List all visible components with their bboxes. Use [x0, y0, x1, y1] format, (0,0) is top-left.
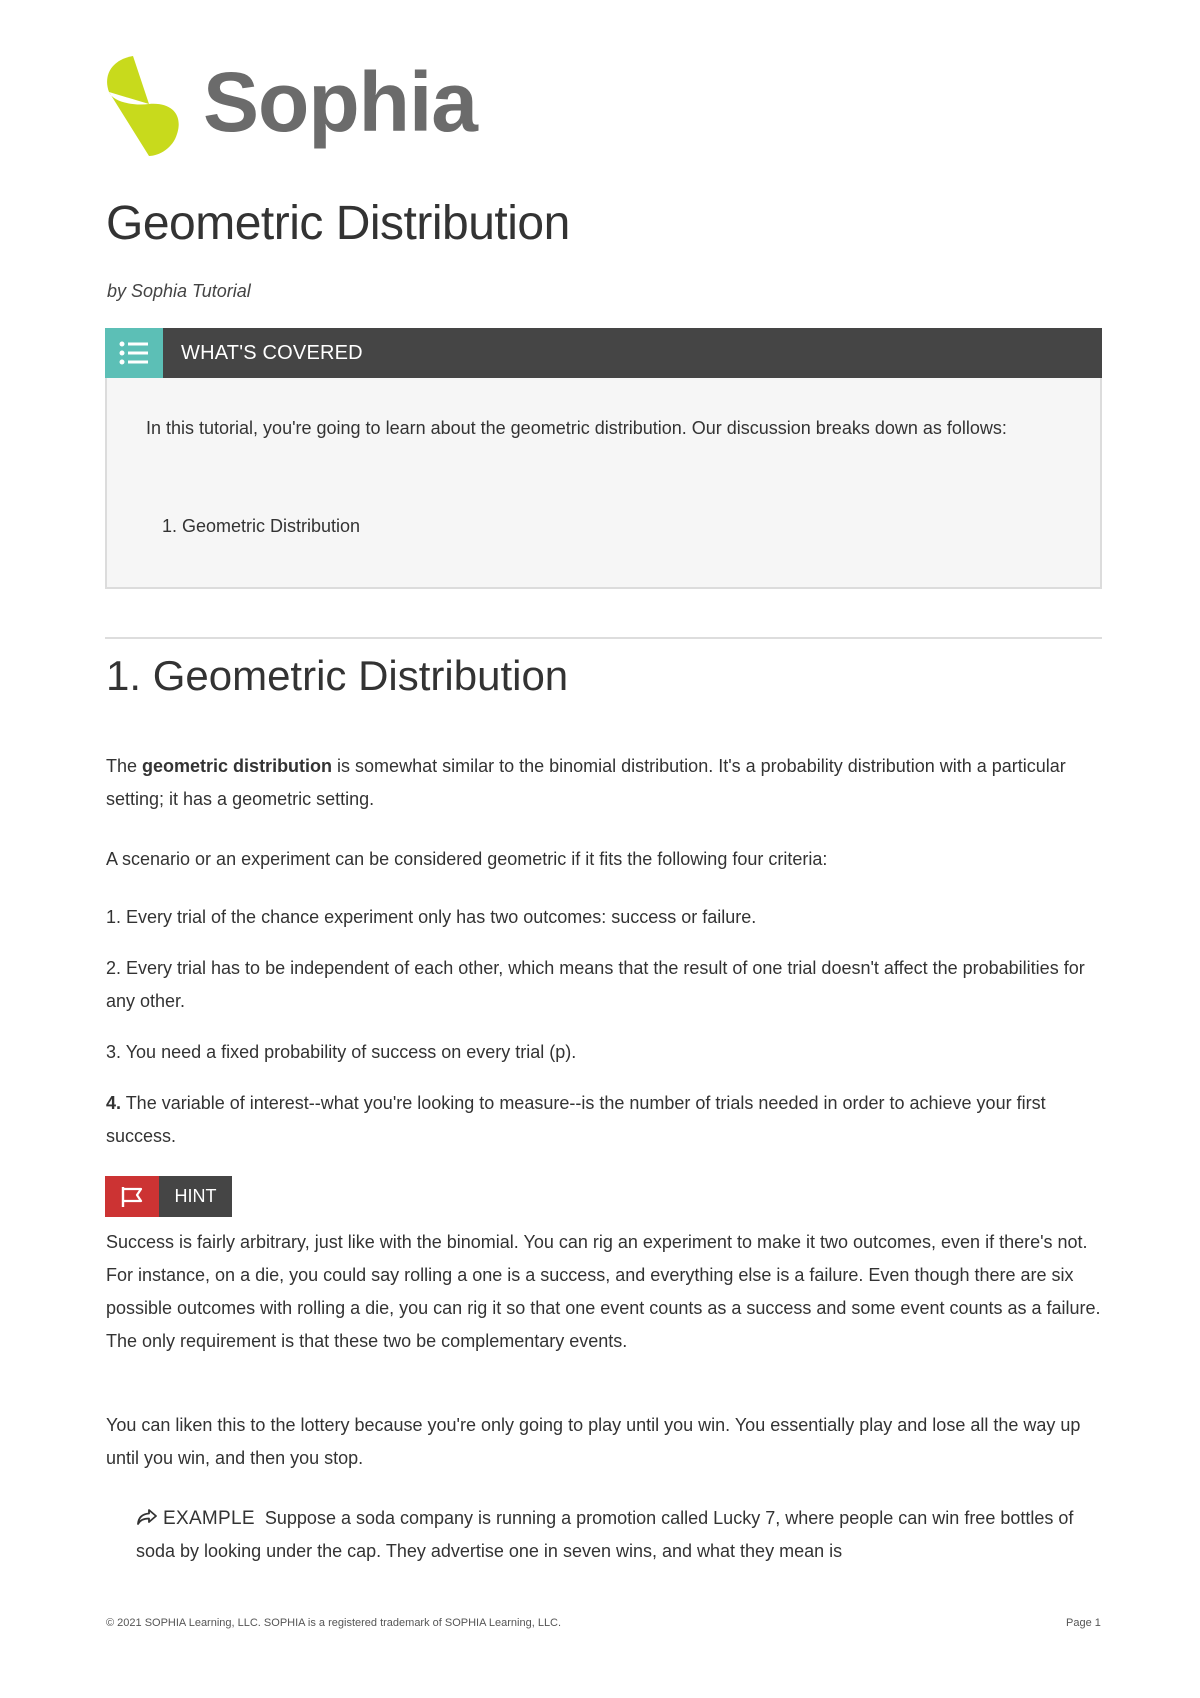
- list-icon: [119, 341, 149, 365]
- key-term: geometric distribution: [142, 756, 333, 776]
- paragraph-definition: [106, 750, 1102, 816]
- whats-covered-header: [105, 328, 1102, 378]
- footer-copyright: © 2021 SOPHIA Learning, LLC. SOPHIA is a registered trademark of SOPHIA Learning, LLC.: [106, 1617, 562, 1629]
- whats-covered-intro: In this tutorial, you're going to learn about the geometric distribution. Our discussion breaks down as follows:: [146, 418, 1007, 438]
- footer-page-number: Page 1: [1066, 1617, 1101, 1629]
- criterion-2: 2. Every trial has to be independent of each other, which means that the result of one trial doesn't affect the probabilities for any other.: [106, 958, 1085, 1011]
- whats-covered-list: [162, 516, 360, 537]
- sophia-logo-mark-icon: [103, 54, 181, 158]
- hint-label: HINT: [159, 1176, 232, 1217]
- list-item: 1. Geometric Distribution: [162, 516, 361, 536]
- hint-paragraph-1: Success is fairly arbitrary, just like with the binomial. You can rig an experiment to make it two outcomes, even if there's not. For instance, on a die, you could say rolling a one is a success, and everything else is a failure. Even though there are six possible outcomes with rolling a die, you can rig it so that one event counts as a success and some event counts as a failure. The only requirement is that these two be complementary events.: [106, 1232, 1101, 1351]
- byline: by Sophia Tutorial: [107, 281, 251, 301]
- example-block: [136, 1502, 1096, 1568]
- sophia-wordmark: Sophia: [203, 55, 478, 149]
- criterion-number: 4.: [106, 1093, 122, 1113]
- hint-icon-box: [105, 1176, 159, 1217]
- criterion-4: [106, 1087, 1102, 1153]
- section-divider: [105, 637, 1102, 639]
- paragraph-text: is somewhat similar to the binomial distribution. It's a probability distribution with a particular setting; it has a geometric setting.: [106, 756, 1066, 809]
- example-tag: EXAMPLE: [163, 1508, 255, 1529]
- share-arrow-icon: [136, 1508, 158, 1526]
- criterion-3: 3. You need a fixed probability of success on every trial (p).: [106, 1042, 577, 1062]
- hint-header: [105, 1176, 232, 1217]
- sophia-logo: [103, 54, 477, 158]
- example-text: Suppose a soda company is running a promotion called Lucky 7, where people can win free bottles of soda by looking under the cap. They advertise one in seven wins, and what they mean is: [136, 1508, 1074, 1561]
- flag-icon: [119, 1185, 145, 1209]
- whats-covered-icon-box: [105, 328, 163, 378]
- document-title: Geometric Distribution: [106, 197, 570, 250]
- whats-covered-body: [105, 378, 1102, 589]
- paragraph-text: The variable of interest--what you're looking to measure--is the number of trials needed in order to achieve your first success.: [106, 1093, 1046, 1146]
- criterion-1: 1. Every trial of the chance experiment only has two outcomes: success or failure.: [106, 907, 757, 927]
- paragraph-criteria-intro: A scenario or an experiment can be considered geometric if it fits the following four criteria:: [106, 849, 828, 869]
- hint-paragraph-2: You can liken this to the lottery because you're only going to play until you win. You essentially play and lose all the way up until you win, and then you stop.: [106, 1415, 1081, 1468]
- paragraph-text: The: [106, 756, 143, 776]
- whats-covered-title: WHAT'S COVERED: [181, 341, 363, 364]
- section-title: 1. Geometric Distribution: [106, 652, 569, 699]
